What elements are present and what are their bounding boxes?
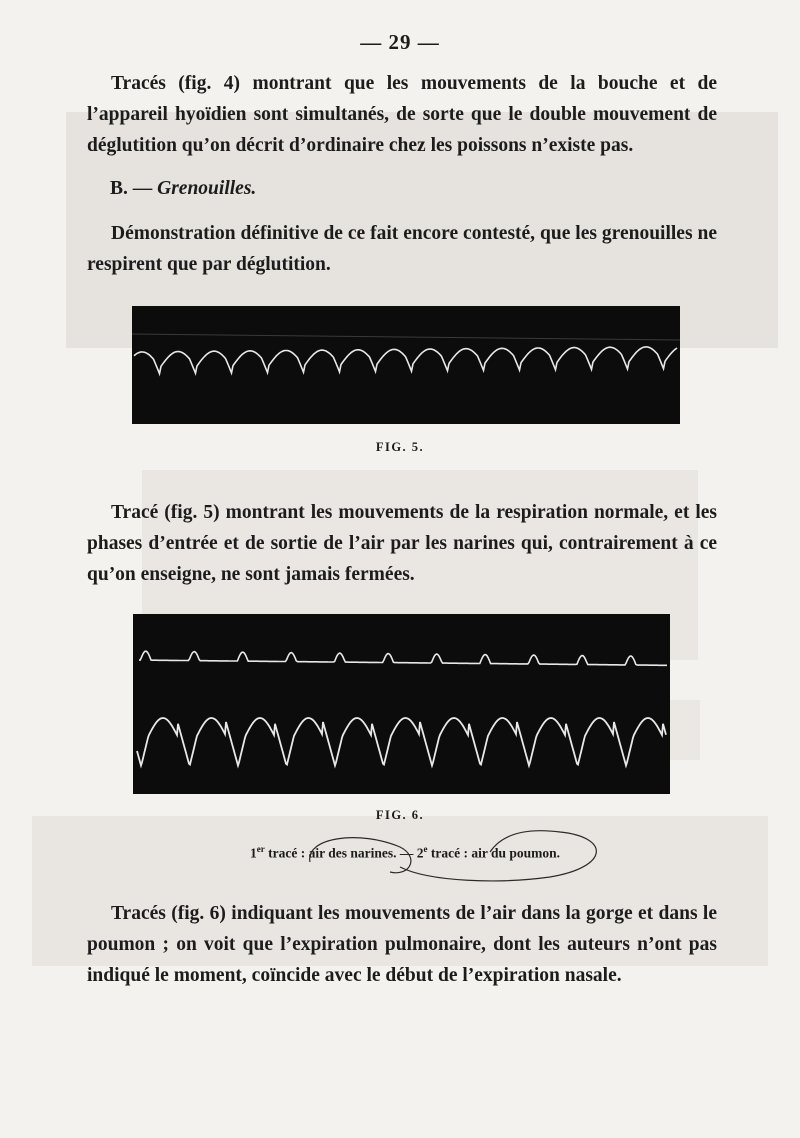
caption-trace-1-number: 1 xyxy=(250,845,257,861)
figure-5-baseline xyxy=(132,334,680,340)
paragraph-fig5: Tracé (fig. 5) montrant les mouvements de la respiration normale, et les phases d’entrée et de sortie de l’air par les narines qui, contrairement à ce qu’on enseigne, ne sont jamais fermées. xyxy=(87,502,717,585)
section-heading-title: Grenouilles. xyxy=(157,178,257,199)
figure-6-nostril-trace xyxy=(139,651,667,665)
paragraph-demonstration: Démonstration définitive de ce fait encore contesté, que les grenouilles ne respirent que par déglutition. xyxy=(87,223,717,275)
figure-6-traces xyxy=(133,614,670,794)
paragraph-fig6: Tracés (fig. 6) indiquant les mouvements de l’air dans la gorge et dans le poumon ; on voit que l’expiration pulmonaire, dont les auteurs n’ont pas indiqué le moment, coïncide avec le début de l’expiration nasale. xyxy=(87,903,717,986)
page-number: — 29 — xyxy=(360,30,440,54)
figure-5-trace xyxy=(132,306,680,424)
caption-trace-2-ordinal: e xyxy=(423,844,428,854)
section-heading xyxy=(110,178,256,200)
caption-trace-1-ordinal: er xyxy=(256,844,265,854)
figure-6-label: FIG. 6. xyxy=(375,808,425,822)
handwritten-circle-annotation xyxy=(300,822,620,892)
section-heading-prefix: B. — xyxy=(110,178,158,199)
caption-trace-1-text: tracé : air des narines. — xyxy=(264,845,417,861)
figure-5-plate xyxy=(132,306,680,424)
figure-5-label: FIG. 5. xyxy=(375,440,425,454)
caption-trace-2-text: tracé : air du poumon. xyxy=(427,845,560,861)
caption-trace-2-number: 2 xyxy=(416,845,424,861)
figure-5-waveform xyxy=(134,347,677,374)
paragraph-fig4: Tracés (fig. 4) montrant que les mouvements de la bouche et de l’appareil hyoïdien sont simultanés, de sorte que le double mouvement de déglutition qu’on décrit d’ordinaire chez les poissons n’existe pas. xyxy=(87,73,717,156)
figure-6-plate xyxy=(133,614,670,794)
figure-6-lung-trace xyxy=(137,718,666,766)
